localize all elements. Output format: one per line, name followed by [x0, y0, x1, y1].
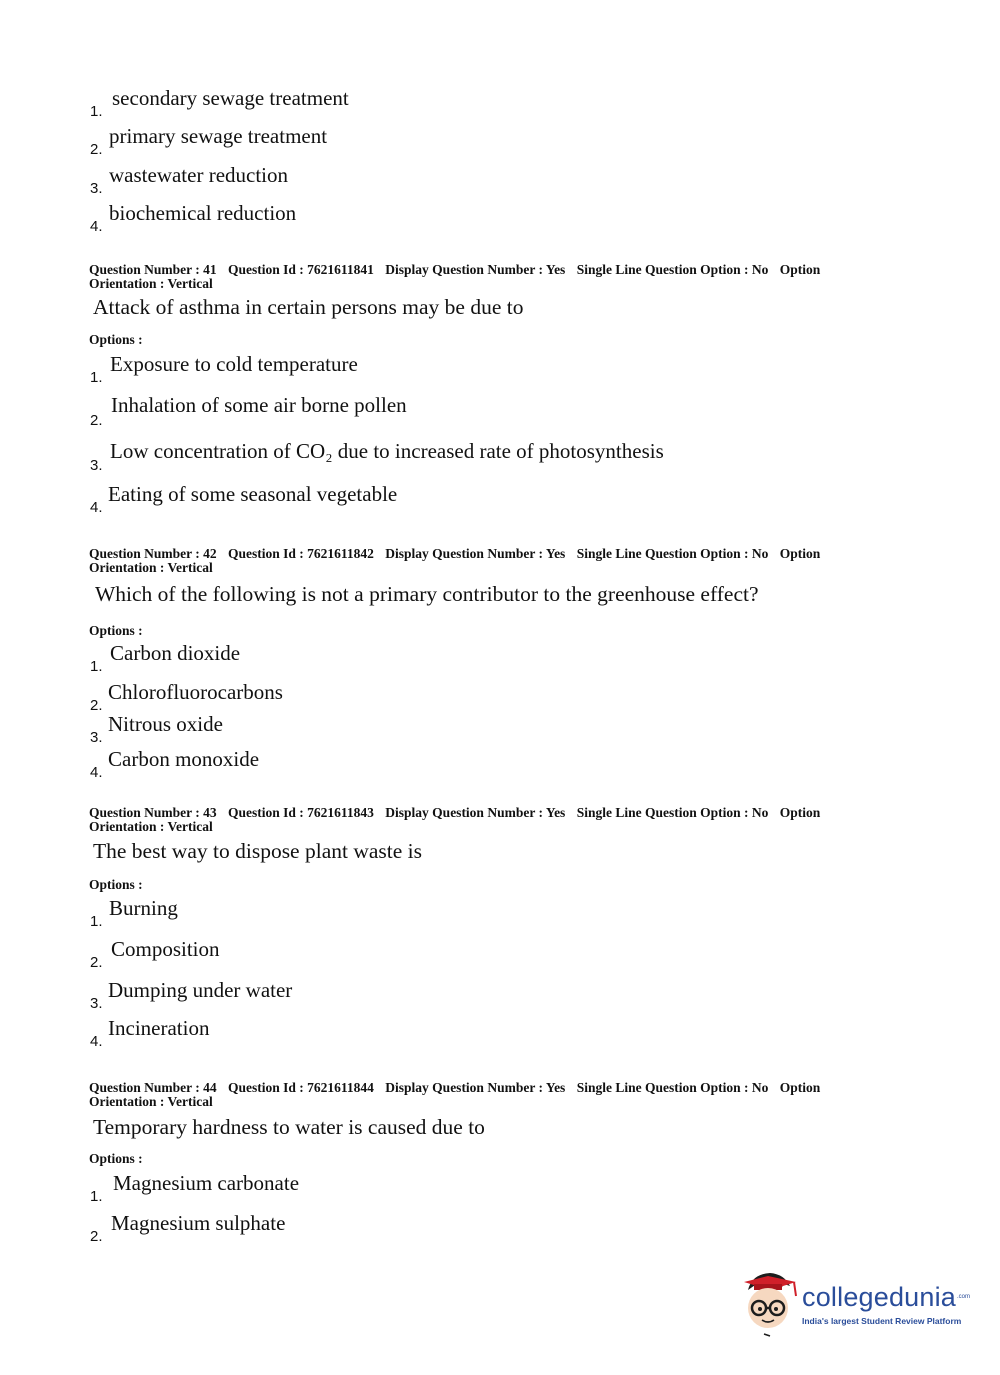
option-word: Option	[779, 546, 821, 561]
single-line-option: Single Line Question Option : No	[576, 546, 769, 561]
option-text: secondary sewage treatment	[112, 86, 349, 110]
option-word: Option	[779, 262, 821, 277]
option-text: Dumping under water	[108, 978, 293, 1002]
option-word: Option	[779, 805, 821, 820]
brand-tagline: India's largest Student Review Platform	[802, 1316, 962, 1326]
option-number: 2.	[90, 954, 103, 971]
q43-options-label: Options :	[89, 877, 143, 892]
orientation: Orientation : Vertical	[89, 276, 213, 291]
display-question-number: Display Question Number : Yes	[385, 1080, 566, 1095]
collegedunia-logo[interactable]	[740, 1268, 970, 1340]
q43-meta	[89, 806, 889, 834]
display-question-number: Display Question Number : Yes	[385, 546, 566, 561]
option-text: Low concentration of CO₂ due to increased rate of photosynthesis	[110, 439, 664, 463]
option-text: Magnesium sulphate	[111, 1211, 286, 1235]
question-id: Question Id : 7621611841	[228, 262, 374, 277]
option-number: 3.	[90, 457, 103, 474]
q41-meta	[89, 263, 889, 291]
q44-meta	[89, 1081, 889, 1109]
option-number: 2.	[90, 141, 103, 158]
option-number: 1.	[90, 913, 103, 930]
option-number: 4.	[90, 499, 103, 516]
option-number: 3.	[90, 995, 103, 1012]
option-text: Carbon dioxide	[110, 641, 241, 665]
brand-name: collegedunia	[802, 1282, 957, 1312]
q44-question-text: Temporary hardness to water is caused due to	[93, 1115, 485, 1139]
option-text: Burning	[109, 896, 178, 920]
option-number: 2.	[90, 1228, 103, 1245]
option-number: 3.	[90, 180, 103, 197]
option-text: Nitrous oxide	[108, 712, 223, 736]
option-text: Carbon monoxide	[108, 747, 260, 771]
option-number: 1.	[90, 1188, 103, 1205]
option-number: 4.	[90, 218, 103, 235]
option-text: primary sewage treatment	[109, 124, 328, 148]
option-number: 4.	[90, 1033, 103, 1050]
display-question-number: Display Question Number : Yes	[385, 805, 566, 820]
option-number: 1.	[90, 103, 103, 120]
option-number: 4.	[90, 764, 103, 781]
q42-meta	[89, 547, 889, 575]
question-id: Question Id : 7621611844	[228, 1080, 374, 1095]
q42-options-label: Options :	[89, 623, 143, 638]
option-text: Inhalation of some air borne pollen	[111, 393, 407, 417]
option-text: Eating of some seasonal vegetable	[108, 482, 398, 506]
q42-question-text: Which of the following is not a primary contributor to the greenhouse effect?	[95, 582, 759, 606]
option-number: 1.	[90, 369, 103, 386]
brand-dotcom: .com	[957, 1294, 971, 1300]
option-number: 2.	[90, 412, 103, 429]
option-number: 2.	[90, 697, 103, 714]
question-number: Question Number : 42	[89, 546, 217, 561]
question-number: Question Number : 41	[89, 262, 217, 277]
mascot-icon	[740, 1268, 802, 1340]
question-id: Question Id : 7621611842	[228, 546, 374, 561]
orientation: Orientation : Vertical	[89, 819, 213, 834]
option-text: Exposure to cold temperature	[110, 352, 358, 376]
question-id: Question Id : 7621611843	[228, 805, 374, 820]
option-text: Composition	[111, 937, 220, 961]
question-number: Question Number : 43	[89, 805, 217, 820]
orientation: Orientation : Vertical	[89, 1094, 213, 1109]
option-text: wastewater reduction	[109, 163, 289, 187]
option-text: Magnesium carbonate	[113, 1171, 300, 1195]
option-text: Chlorofluorocarbons	[108, 680, 283, 704]
q41-question-text: Attack of asthma in certain persons may be due to	[93, 295, 524, 319]
single-line-option: Single Line Question Option : No	[576, 1080, 769, 1095]
orientation: Orientation : Vertical	[89, 560, 213, 575]
option-number: 3.	[90, 729, 103, 746]
option-number: 1.	[90, 658, 103, 675]
option-text: Incineration	[108, 1016, 210, 1040]
option-word: Option	[779, 1080, 821, 1095]
q41-options-label: Options :	[89, 332, 143, 347]
display-question-number: Display Question Number : Yes	[385, 262, 566, 277]
single-line-option: Single Line Question Option : No	[576, 262, 769, 277]
q44-options-label: Options :	[89, 1151, 143, 1166]
question-number: Question Number : 44	[89, 1080, 217, 1095]
single-line-option: Single Line Question Option : No	[576, 805, 769, 820]
option-text: biochemical reduction	[109, 201, 297, 225]
q43-question-text: The best way to dispose plant waste is	[93, 839, 423, 863]
